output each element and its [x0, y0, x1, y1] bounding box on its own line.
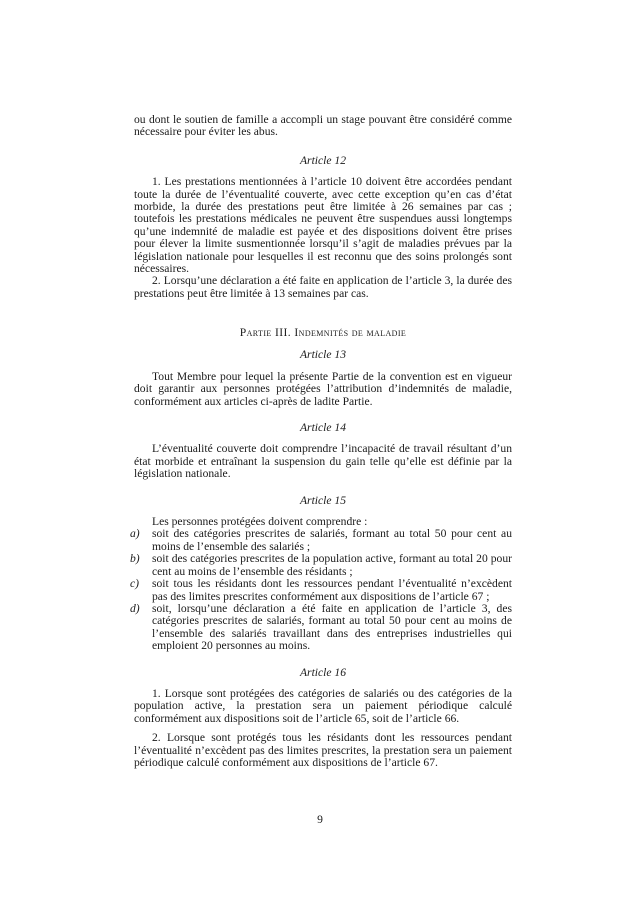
list-item — [130, 552, 512, 578]
article-16-paragraph-2: 2. Lorsque sont protégés tous les résidants dont les ressources pendant l’éventualité n’excèdent pas des limites prescrites, la prestation sera un paiement périodique calculé conformément aux dispositions de l’article 67. — [134, 731, 512, 769]
part-3-heading: Partie III. Indemnités de maladie — [239, 326, 407, 339]
list-item-label: d) — [130, 601, 140, 615]
list-item-label: a) — [130, 527, 140, 541]
article-13-paragraph: Tout Membre pour lequel la présente Partie de la convention est en vigueur doit garantir aux personnes protégées l’attribution d’indemnités de maladie, conformément aux articles ci-après de ladite Partie. — [134, 369, 512, 408]
article-12-paragraph-1: 1. Les prestations mentionnées à l’article 10 doivent être accordées pendant toute la durée de l’éventualité couverte, avec cette exception qu’en cas d’état morbide, la durée des prestations peut être limitée à 26 semaines par cas ; toutefois les prestations médicales ne peuvent être suspendues aussi longtemps qu’une indemnité de maladie est payée et des dispositions doivent être prises pour élever la limite susmentionnée lorsqu’il s’agit de maladies prévues par la législation nationale pour lesquelles il est reconnu que des soins prolongés sont nécessaires. — [134, 175, 512, 276]
article-16-heading: Article 16 — [299, 665, 347, 679]
list-item-label: c) — [130, 577, 140, 591]
page-number: 9 — [317, 813, 323, 826]
list-item-text: soit des catégories prescrites de la population active, formant au total 20 pour cent au moins de l’ensemble des résidants ; — [152, 552, 512, 578]
list-item-text: soit tous les résidants dont les ressources pendant l’éventualité n’excèdent pas des limites prescrites conformément aux dispositions de l’article 67 ; — [152, 577, 512, 603]
article-15-heading: Article 15 — [299, 493, 347, 507]
list-item — [130, 601, 512, 653]
article-12-paragraph-2: 2. Lorsqu’une déclaration a été faite en application de l’article 3, la durée des prestations peut être limitée à 13 semaines par cas. — [134, 274, 512, 300]
section-part-3 — [130, 326, 512, 769]
article-15-lead: Les personnes protégées doivent comprendre : — [152, 515, 368, 529]
list-item-text: soit des catégories prescrites de salariés, formant au total 50 pour cent au moins de l’ensemble des salariés ; — [152, 527, 512, 553]
list-item — [130, 527, 512, 553]
list-item — [130, 577, 512, 603]
article-14-heading: Article 14 — [299, 421, 347, 435]
intro-paragraph: ou dont le soutien de famille a accompli un stage pouvant être considéré comme nécessaire pour éviter les abus. — [134, 113, 512, 139]
article-16-paragraph-1: 1. Lorsque sont protégées des catégories de salariés ou des catégories de la population active, la prestation sera un paiement périodique calculé conformément aux dispositions soit de l’article 65, soit de l’article 66. — [134, 686, 512, 725]
article-14-paragraph: L’éventualité couverte doit comprendre l’incapacité de travail résultant d’un état morbide et entraînant la suspension du gain telle qu’elle est définie par la législation nationale. — [134, 442, 512, 481]
list-item-label: b) — [130, 552, 140, 566]
section-top — [134, 114, 512, 300]
list-item-text: soit, lorsqu’une déclaration a été faite en application de l’article 3, des catégories prescrites de salariés, formant au total 50 pour cent au moins de l’ensemble des salariés travaillant dans des entreprises industrielles qui emploient 20 personnes au moins. — [152, 601, 512, 653]
article-12-heading: Article 12 — [299, 153, 347, 167]
article-13-heading: Article 13 — [299, 348, 347, 362]
